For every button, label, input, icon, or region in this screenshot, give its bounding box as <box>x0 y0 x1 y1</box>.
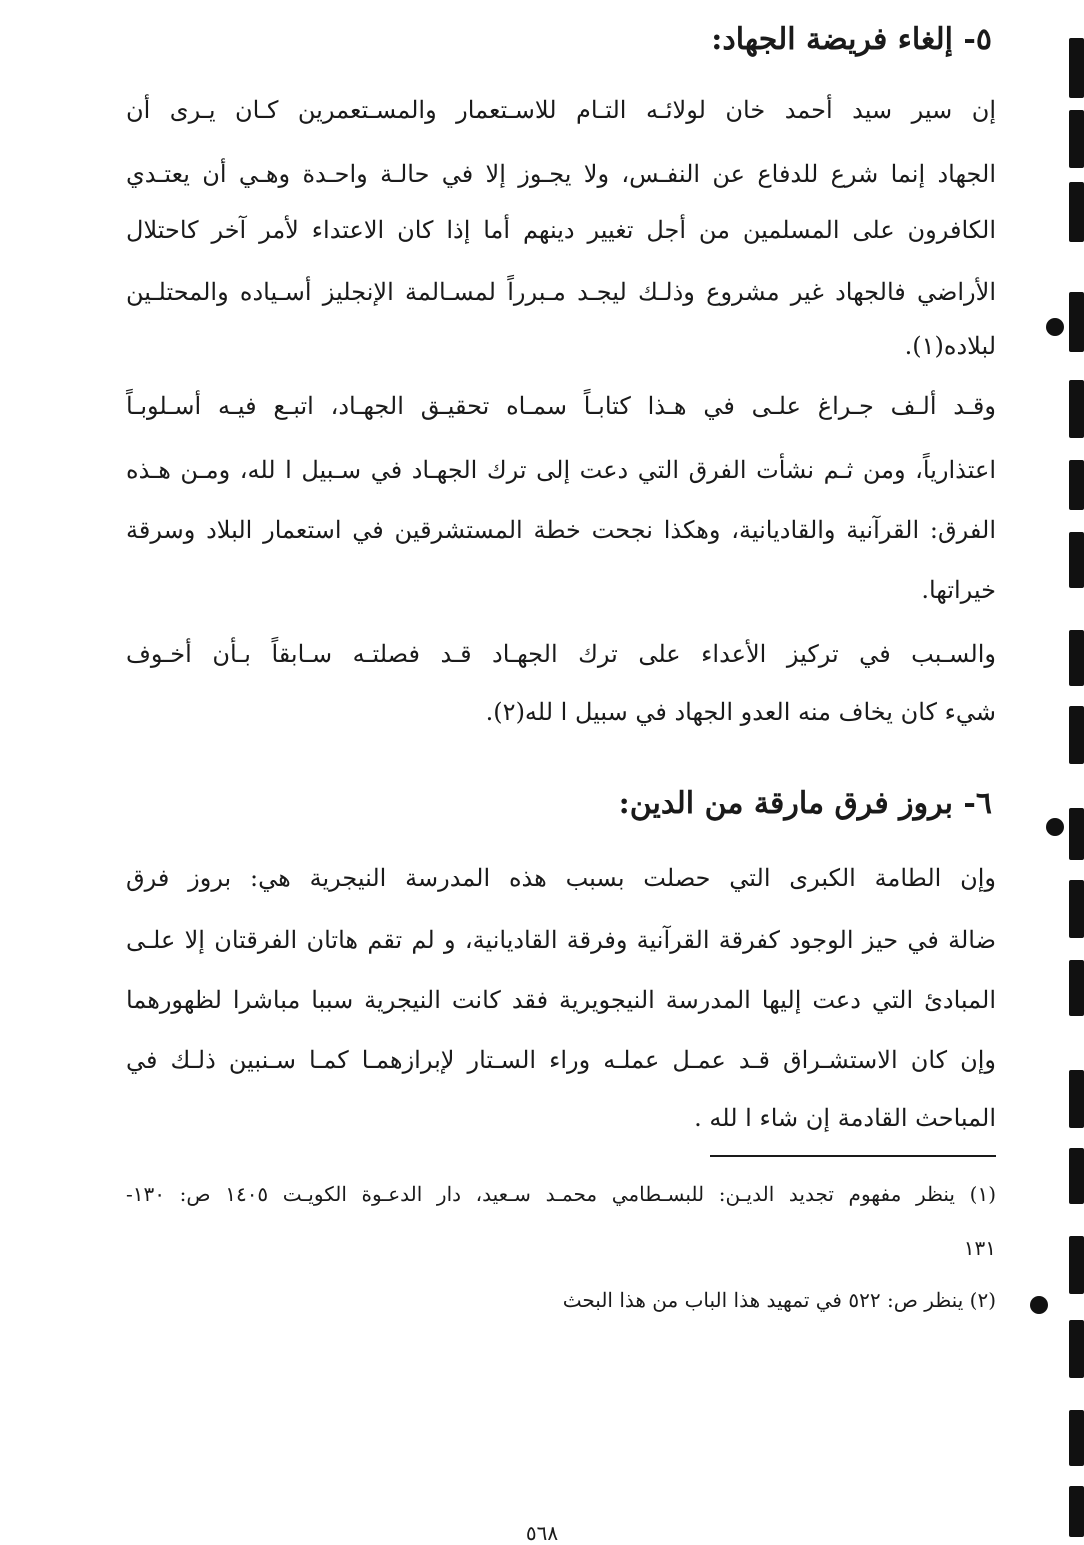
binding-mark <box>1069 1236 1084 1294</box>
binding-mark <box>1069 630 1084 686</box>
body-line: إن سير سيد أحمد خان لولائـه التـام للاسـتعمار والمسـتعمرين كـان يـرى أن <box>126 96 996 124</box>
footnote-separator <box>710 1155 996 1157</box>
footnote: (٢) ينظر ص: ٥٢٢ في تمهيد هذا الباب من هذا البحث <box>562 1288 996 1312</box>
binding-mark <box>1069 532 1084 588</box>
body-line: الكافرون على المسلمين من أجل تغيير دينهم أما إذا كان الاعتداء لأمر آخر كاحتلال <box>126 216 996 244</box>
binding-mark <box>1069 1148 1084 1204</box>
body-line: وإن الطامة الكبرى التي حصلت بسبب هذه المدرسة النيجرية هي: بروز فرق <box>126 864 996 892</box>
punch-hole <box>1046 818 1064 836</box>
binding-mark <box>1069 1410 1084 1466</box>
section-6-heading: ٦- بروز فرق مارقة من الدين: <box>618 786 992 821</box>
binding-mark <box>1069 292 1084 352</box>
body-line: المباحث القادمة إن شاء ا لله . <box>694 1104 996 1132</box>
binding-mark <box>1069 460 1084 510</box>
binding-mark <box>1069 808 1084 860</box>
body-line: الأراضي فالجهاد غير مشروع وذلـك ليجـد مـبرراً لمسـالمة الإنجليز أسـياده والمحتلـين <box>126 278 996 306</box>
body-line: والسـبب في تركيز الأعداء على ترك الجهـاد قـد فصلتـه سـابقاً بـأن أخـوف <box>126 640 996 668</box>
punch-hole <box>1046 318 1064 336</box>
page-number: ٥٦٨ <box>525 1521 559 1545</box>
footnote: (١) ينظر مفهوم تجديد الديـن: للبسـطامي محمـد سـعيد، دار الدعـوة الكويـت ١٤٠٥ ص: ١٣٠- <box>126 1182 997 1206</box>
body-line: المبادئ التي دعت إليها المدرسة النيجويرية فقد كانت النيجرية سببا مباشرا لظهورهما <box>126 986 996 1014</box>
body-line: شيء كان يخاف منه العدو الجهاد في سبيل ا لله(٢). <box>485 698 996 726</box>
punch-hole <box>1030 1296 1048 1314</box>
binding-mark <box>1069 1070 1084 1128</box>
body-line: الجهاد إنما شرع للدفاع عن النفـس، ولا يجـوز إلا في حالـة واحـدة وهـي أن يعتـدي <box>126 160 997 188</box>
footnote: ١٣١ <box>963 1236 996 1260</box>
binding-mark <box>1069 960 1084 1016</box>
body-line: خيراتها. <box>921 576 996 604</box>
binding-mark <box>1069 380 1084 438</box>
body-line: الفرق: القرآنية والقاديانية، وهكذا نجحت خطة المستشرقين في استعمار البلاد وسرقة <box>126 516 997 544</box>
body-line: وقـد ألـف جـراغ علـى في هـذا كتابـاً سمـاه تحقيـق الجهـاد، اتبـع فيـه أسـلوبـاً <box>126 392 996 420</box>
binding-mark <box>1069 706 1084 764</box>
binding-mark <box>1069 110 1084 168</box>
body-line: وإن كان الاستشـراق قـد عمـل عملـه وراء السـتار لإبرازهمـا كمـا سـنبين ذلـك في <box>126 1046 996 1074</box>
binding-mark <box>1069 38 1084 98</box>
body-line: اعتذارياً، ومن ثـم نشأت الفرق التي دعت إلى ترك الجهـاد في سـبيل ا لله، ومـن هـذه <box>126 456 996 484</box>
binding-mark <box>1069 182 1084 242</box>
binding-mark <box>1069 1320 1084 1378</box>
section-5-heading: ٥- إلغاء فريضة الجهاد: <box>711 22 992 57</box>
binding-mark <box>1069 880 1084 938</box>
body-line: لبلاده(١). <box>904 332 996 360</box>
body-line: ضالة في حيز الوجود كفرقة القرآنية وفرقة القاديانية، و لم تقم هاتان الفرقتان إلا علـى <box>126 926 996 954</box>
binding-mark <box>1069 1486 1084 1537</box>
